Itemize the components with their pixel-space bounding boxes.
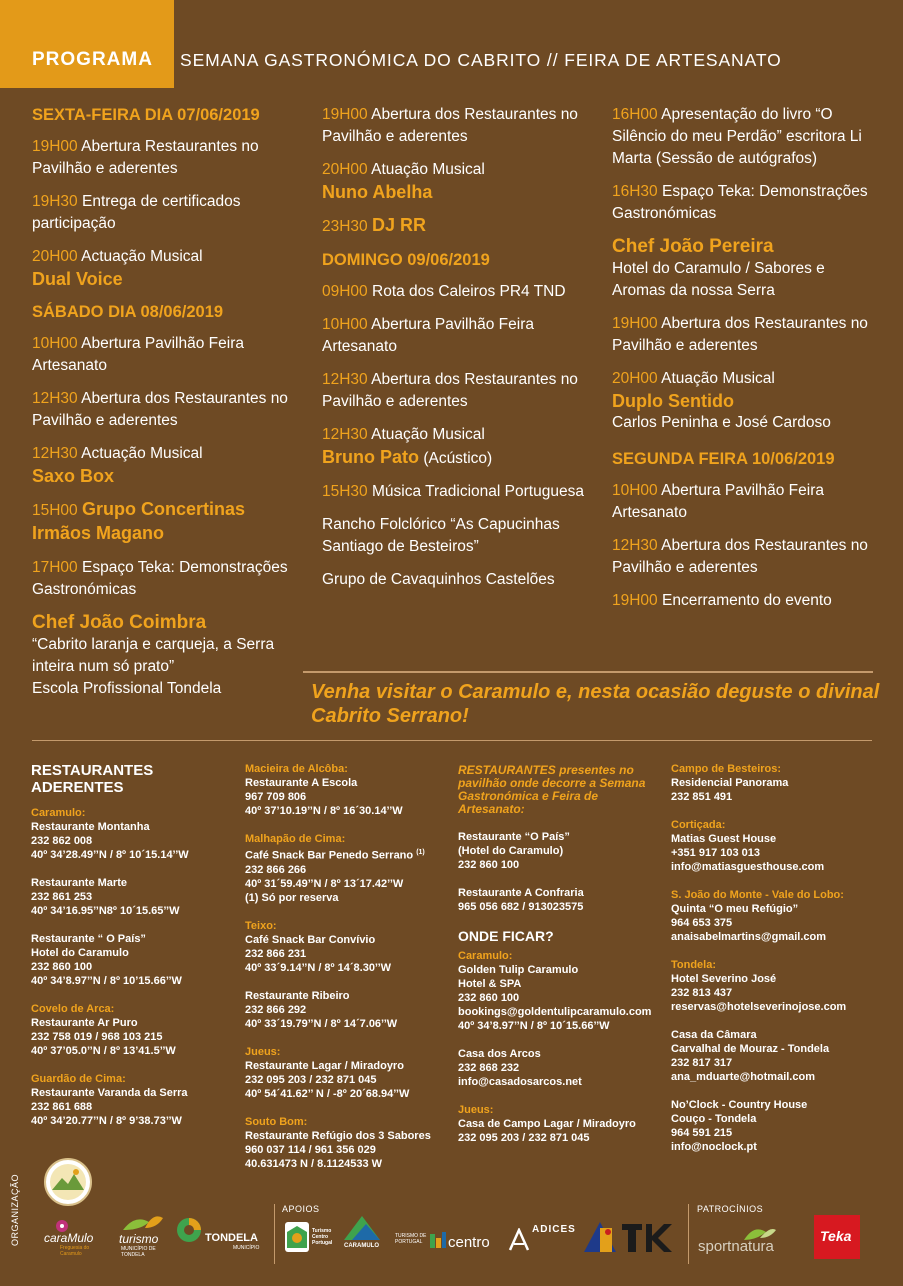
turismo-centro-logo: Turismo Centro Portugal: [285, 1222, 341, 1258]
list-item: Tondela: Hotel Severino José 232 813 437 reservas@hotelseverinojose.com: [671, 959, 847, 1013]
list-item: Restaurante Marte 232 861 253 40º 34’16.95’’N8º 10´15.65’’W: [31, 877, 180, 917]
restaurants-list-a: [31, 762, 241, 1142]
section-title: RESTAURANTES ADERENTES: [31, 762, 154, 796]
restaurants-list-b: [245, 762, 455, 1185]
list-item: Jueus: Casa de Campo Lagar / Miradoyro 232 095 203 / 232 871 045: [458, 1104, 636, 1144]
event: 19H30 Entrega de certificados participação: [32, 193, 241, 232]
tcp-emblem-icon: [285, 1222, 309, 1252]
list-item: Caramulo: Restaurante Montanha 232 862 008 40º 34’28.49’’N / 8º 10´15.14’’W: [31, 807, 189, 861]
teka-logo: Teka: [814, 1215, 860, 1259]
apoios-label: APOIOS: [282, 1204, 320, 1214]
event: 12H30 Abertura dos Restaurantes no Pavilhão e aderentes: [32, 390, 288, 429]
event: 12H30 Abertura dos Restaurantes no Pavilhão e aderentes: [322, 371, 578, 410]
schedule-column-2: [322, 104, 592, 602]
list-item: Caramulo: Golden Tulip Caramulo Hotel & SPA 232 860 100 bookings@goldentulipcaramulo.com 40º 34’8.97’’N / 8º 10´15.66’’W: [458, 950, 652, 1032]
list-item: Campo de Besteiros: Residencial Panorama 232 851 491: [671, 763, 789, 803]
event: 10H00 Abertura Pavilhão Feira Artesanato: [612, 482, 824, 521]
list-item: Casa dos Arcos 232 868 232 info@casadosarcos.net: [458, 1048, 582, 1088]
turismo-portugal-logo: TURISMO DE PORTUGAL: [395, 1233, 427, 1245]
tondela-logo: TONDELA MUNICÍPIO: [175, 1216, 265, 1252]
slogan: Venha visitar o Caramulo e, nesta ocasião deguste o divinal Cabrito Serrano!: [311, 681, 880, 727]
header: [0, 0, 903, 88]
accommodation-list-a: [458, 764, 663, 1159]
list-item: Jueus: Restaurante Lagar / Miradoyro 232 095 203 / 232 871 045 40º 54´41.62’’ N / -8º 20´68.94’’W: [245, 1045, 410, 1100]
organizacao-label: ORGANIZAÇÃO: [10, 1174, 20, 1247]
centro-logo: centro: [430, 1232, 502, 1254]
day-heading: SEXTA-FEIRA DIA 07/06/2019: [32, 106, 260, 124]
event: 20H00 Atuação Musical Nuno Abelha: [322, 161, 485, 202]
adices-emblem-icon: [508, 1228, 530, 1252]
day-heading: DOMINGO 09/06/2019: [322, 251, 490, 269]
list-item: Teixo: Café Snack Bar Convívio 232 866 231 40º 33´9.14’’N / 8º 14´8.30’’W: [245, 919, 392, 974]
event: 20H00 Atuação Musical Duplo Sentido Carlos Peninha e José Cardoso: [612, 370, 831, 431]
event: 19H00 Abertura Restaurantes no Pavilhão e aderentes: [32, 138, 259, 177]
event: 17H00 Espaço Teka: Demonstrações Gastronómicas: [32, 559, 288, 598]
leaf-icon: [121, 1212, 165, 1232]
list-item: Restaurante “O País” (Hotel do Caramulo) 232 860 100: [458, 831, 570, 871]
event: 16H30 Espaço Teka: Demonstrações Gastronómicas: [612, 183, 868, 222]
chef-event: Chef João Pereira Hotel do Caramulo / Sabores e Aromas da nossa Serra: [612, 236, 825, 299]
day-heading: SEGUNDA FEIRA 10/06/2019: [612, 450, 835, 468]
mountain-icon: [342, 1214, 382, 1242]
list-item: S. João do Monte - Vale do Lobo: Quinta “O meu Refúgio” 964 653 375 anaisabelmartins@gmail.com: [671, 889, 844, 943]
event: 12H30 Abertura dos Restaurantes no Pavilhão e aderentes: [612, 537, 868, 576]
event: 12H30 Actuação Musical Saxo Box: [32, 445, 203, 486]
list-item: Restaurante Ribeiro 232 866 292 40º 33´19.79’’N / 8º 14´7.06’’W: [245, 989, 398, 1030]
caramulo-logo: caraMulo Freguesia do Caramulo: [44, 1218, 109, 1252]
programa-label: PROGRAMA: [32, 49, 153, 70]
adices-logo: ADICES: [508, 1222, 578, 1256]
association-logo: [582, 1220, 676, 1256]
event: 20H00 Actuação Musical Dual Voice: [32, 248, 203, 289]
event: 23H30 DJ RR: [322, 215, 427, 235]
accommodation-list-b: [671, 762, 886, 1168]
header-title: SEMANA GASTRONÓMICA DO CABRITO // FEIRA DE ARTESANATO: [180, 50, 782, 70]
list-item: Guardão de Cima: Restaurante Varanda da Serra 232 861 688 40º 34’20.77’’N / 8º 9’38.73’’W: [31, 1073, 188, 1127]
sportnatura-logo: sportnatura: [696, 1224, 806, 1258]
emblem-logo: [44, 1158, 92, 1206]
divider: [274, 1204, 275, 1264]
event: 09H00 Rota dos Caleiros PR4 TND: [322, 283, 566, 300]
list-item: Malhapão de Cima: Café Snack Bar Penedo Serrano $^{(1)}$ 232 866 266 40º 31´59.49’’N / 8º 13´17.42’’W (1) Só por reserva: [245, 833, 425, 904]
divider: [303, 671, 873, 673]
event: 12H30 Atuação Musical Bruno Pato (Acústico): [322, 426, 493, 467]
tondela-emblem-icon: [175, 1216, 205, 1244]
programa-tab: [0, 0, 174, 88]
section-title: ONDE FICAR?: [458, 928, 554, 944]
list-item: No’Clock - Country House Couço - Tondela 964 591 215 info@noclock.pt: [671, 1099, 808, 1153]
schedule-column-3: [612, 104, 877, 623]
schedule-column-1: [32, 104, 302, 711]
section-title: RESTAURANTES presentes no pavilhão onde decorre a Semana Gastronómica e Feira de Artesanato:: [458, 763, 646, 816]
list-item: Cortiçada: Matias Guest House +351 917 103 013 info@matiasguesthouse.com: [671, 819, 825, 873]
list-item: Casa da Câmara Carvalhal de Mouraz - Tondela 232 817 317 ana_mduarte@hotmail.com: [671, 1029, 830, 1083]
list-item: Restaurante “ O País” Hotel do Caramulo 232 860 100 40º 34’8.97’’N / 8º 10’15.66’’W: [31, 933, 182, 987]
event: Rancho Folclórico “As Capucinhas Santiago de Besteiros”: [322, 516, 560, 555]
day-heading: SÁBADO DIA 08/06/2019: [32, 303, 224, 321]
divider: [32, 740, 872, 741]
mountain-icon: [46, 1160, 90, 1204]
list-item: Restaurante A Confraria 965 056 682 / 913023575: [458, 887, 584, 913]
divider: [688, 1204, 689, 1264]
event: 19H00 Encerramento do evento: [612, 592, 832, 609]
list-item: Macieira de Alcôba: Restaurante A Escola 967 709 806 40º 37’10.19’’N / 8º 16´30.14’’W: [245, 763, 403, 817]
centro-emblem-icon: [430, 1232, 446, 1250]
association-emblem-icon: [582, 1220, 674, 1254]
event: 15H00 Grupo Concertinas Irmãos Magano: [32, 499, 246, 543]
list-item: Souto Bom: Restaurante Refúgio dos 3 Sabores 960 037 114 / 961 356 029 40.631473 N / 8.1124533 W: [245, 1115, 431, 1170]
list-item: Covelo de Arca: Restaurante Ar Puro 232 758 019 / 968 103 215 40º 37’05.0’’N / 8º 13’41.5’’W: [31, 1003, 176, 1057]
caramulo-mountain-logo: CARAMULO: [342, 1214, 384, 1254]
event: 15H30 Música Tradicional Portuguesa: [322, 483, 584, 500]
event: 16H00 Apresentação do livro “O Silêncio do meu Perdão” escritora Li Marta (Sessão de autógrafos): [612, 106, 862, 167]
turismo-tondela-logo: turismo MUNICÍPIO DE TONDELA: [115, 1212, 175, 1252]
event: 19H00 Abertura dos Restaurantes no Pavilhão e aderentes: [322, 106, 578, 145]
patrocinios-label: PATROCÍNIOS: [697, 1204, 764, 1214]
event: 19H00 Abertura dos Restaurantes no Pavilhão e aderentes: [612, 315, 868, 354]
chef-event: Chef João Coimbra “Cabrito laranja e carqueja, a Serra inteira num só prato” Escola Profissional Tondela: [32, 612, 275, 697]
event: Grupo de Cavaquinhos Castelões: [322, 571, 555, 588]
event: 10H00 Abertura Pavilhão Feira Artesanato: [32, 335, 244, 374]
event: 10H00 Abertura Pavilhão Feira Artesanato: [322, 316, 534, 355]
